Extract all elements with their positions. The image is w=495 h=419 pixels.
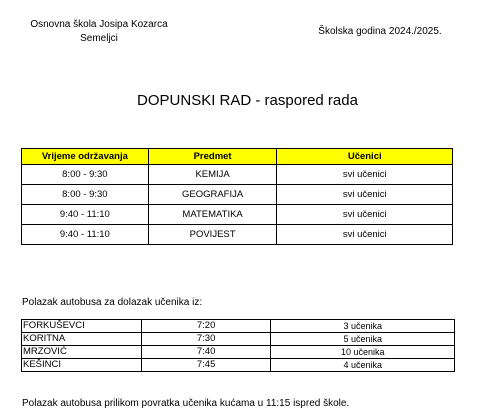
bus-location: FORKUŠEVCI [22, 320, 142, 333]
bus-row [22, 320, 455, 333]
bus-count: 10 učenika [271, 346, 455, 359]
header-students: Učenici [277, 149, 453, 165]
schedule-time: 9:40 - 11:10 [22, 225, 149, 245]
schedule-time: 9:40 - 11:10 [22, 205, 149, 225]
bus-time: 7:20 [141, 320, 271, 333]
bus-row [22, 333, 455, 346]
header-time: Vrijeme održavanja [22, 149, 149, 165]
schedule-row [22, 205, 453, 225]
schedule-students: svi učenici [277, 185, 453, 205]
schedule-subject: KEMIJA [148, 165, 277, 185]
bus-table [21, 319, 455, 372]
schedule-subject: POVIJEST [148, 225, 277, 245]
bus-location: MRZOVIĆ [22, 346, 142, 359]
bus-time: 7:30 [141, 333, 271, 346]
school-year: Školska godina 2024./2025. [318, 26, 442, 37]
schedule-row [22, 165, 453, 185]
return-bus-note: Polazak autobusa prilikom povratka učenika kućama u 11:15 ispred škole. [22, 398, 350, 409]
bus-count: 3 učenika [271, 320, 455, 333]
schedule-subject: MATEMATIKA [148, 205, 277, 225]
bus-intro: Polazak autobusa za dolazak učenika iz: [22, 297, 203, 308]
bus-count: 5 učenika [271, 333, 455, 346]
header-subject: Predmet [148, 149, 277, 165]
schedule-row [22, 185, 453, 205]
school-name: Osnovna škola Josipa Kozarca [30, 19, 168, 30]
bus-location: KEŠINCI [22, 359, 142, 372]
school-place: Semeljci [80, 33, 118, 44]
bus-count: 4 učenika [271, 359, 455, 372]
bus-location: KORITNA [22, 333, 142, 346]
school-header [14, 18, 184, 46]
schedule-row [22, 225, 453, 245]
schedule-students: svi učenici [277, 205, 453, 225]
bus-time: 7:40 [141, 346, 271, 359]
schedule-students: svi učenici [277, 165, 453, 185]
schedule-subject: GEOGRAFIJA [148, 185, 277, 205]
bus-time: 7:45 [141, 359, 271, 372]
schedule-time: 8:00 - 9:30 [22, 185, 149, 205]
document-title: DOPUNSKI RAD - raspored rada [137, 92, 358, 109]
schedule-header-row [22, 149, 453, 165]
bus-row [22, 359, 455, 372]
schedule-students: svi učenici [277, 225, 453, 245]
schedule-time: 8:00 - 9:30 [22, 165, 149, 185]
bus-row [22, 346, 455, 359]
schedule-table [21, 148, 453, 245]
